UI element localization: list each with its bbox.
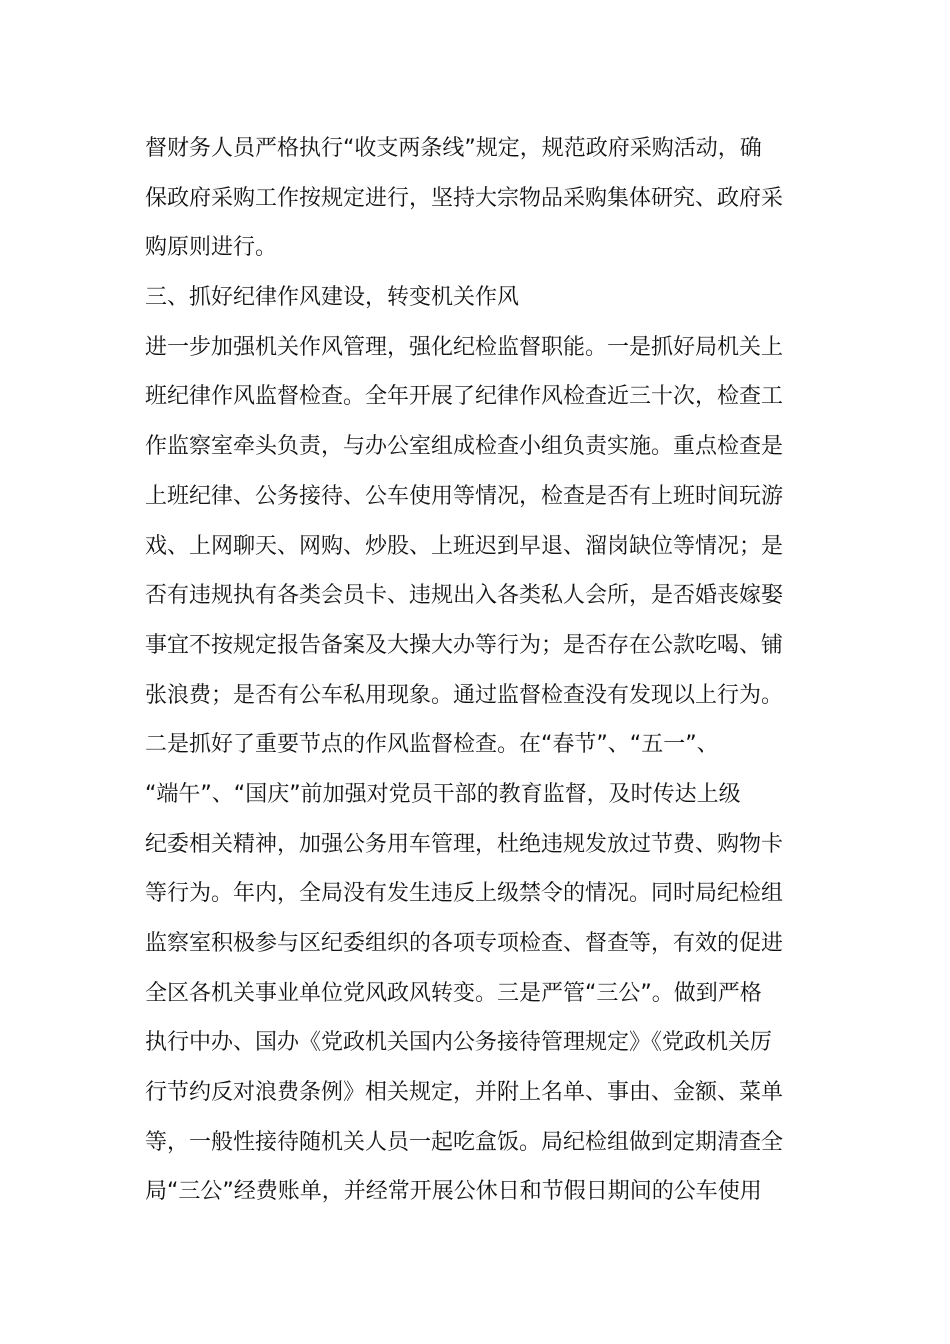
text-line: 保政府采购工作按规定进行，坚持大宗物品采购集体研究、政府采 <box>145 185 784 211</box>
text-line: 等行为。年内，全局没有发生违反上级禁令的情况。同时局纪检组 <box>145 881 784 907</box>
text-line: 事宜不按规定报告备案及大操大办等行为；是否存在公款吃喝、铺 <box>145 632 784 658</box>
text-line: 作监察室牵头负责，与办公室组成检查小组负责实施。重点检查是 <box>145 434 784 460</box>
document-page <box>145 124 810 1217</box>
text-line: 监察室积极参与区纪委组织的各项专项检查、督查等，有效的促进 <box>145 931 784 956</box>
text-line: 班纪律作风监督检查。全年开展了纪律作风检查近三十次，检查工 <box>145 384 784 410</box>
section-heading: 三、抓好纪律作风建设，转变机关作风 <box>145 285 520 311</box>
text-line: 纪委相关精神，加强公务用车管理，杜绝违规发放过节费、购物卡 <box>145 831 784 857</box>
text-line: 二是抓好了重要节点的作风监督检查。在“春节”、“五一”、 <box>145 732 719 758</box>
text-line: 上班纪律、公务接待、公车使用等情况，检查是否有上班时间玩游 <box>145 483 784 509</box>
text-line: 全区各机关事业单位党风政风转变。三是严管“三公”。做到严格 <box>145 980 762 1006</box>
text-line: 行节约反对浪费条例》相关规定，并附上名单、事由、金额、菜单 <box>145 1080 784 1106</box>
text-line: “端午”、“国庆”前加强对党员干部的教育监督，及时传达上级 <box>145 781 741 807</box>
text-line: 执行中办、国办《党政机关国内公务接待管理规定》《党政机关厉 <box>145 1030 773 1056</box>
text-line: 戏、上网聊天、网购、炒股、上班迟到早退、溜岗缺位等情况；是 <box>145 533 784 559</box>
text-line: 督财务人员严格执行“收支两条线”规定，规范政府采购活动，确 <box>145 136 762 161</box>
text-line: 购原则进行。 <box>145 235 278 261</box>
text-line: 等，一般性接待随机关人员一起吃盒饭。局纪检组做到定期清查全 <box>145 1129 784 1155</box>
text-line: 局“三公”经费账单，并经常开展公休日和节假日期间的公车使用 <box>145 1179 762 1205</box>
text-line: 进一步加强机关作风管理，强化纪检监督职能。一是抓好局机关上 <box>145 334 784 360</box>
text-line: 张浪费；是否有公车私用现象。通过监督检查没有发现以上行为。 <box>145 682 784 708</box>
text-line: 否有违规执有各类会员卡、违规出入各类私人会所，是否婚丧嫁娶 <box>145 583 784 609</box>
